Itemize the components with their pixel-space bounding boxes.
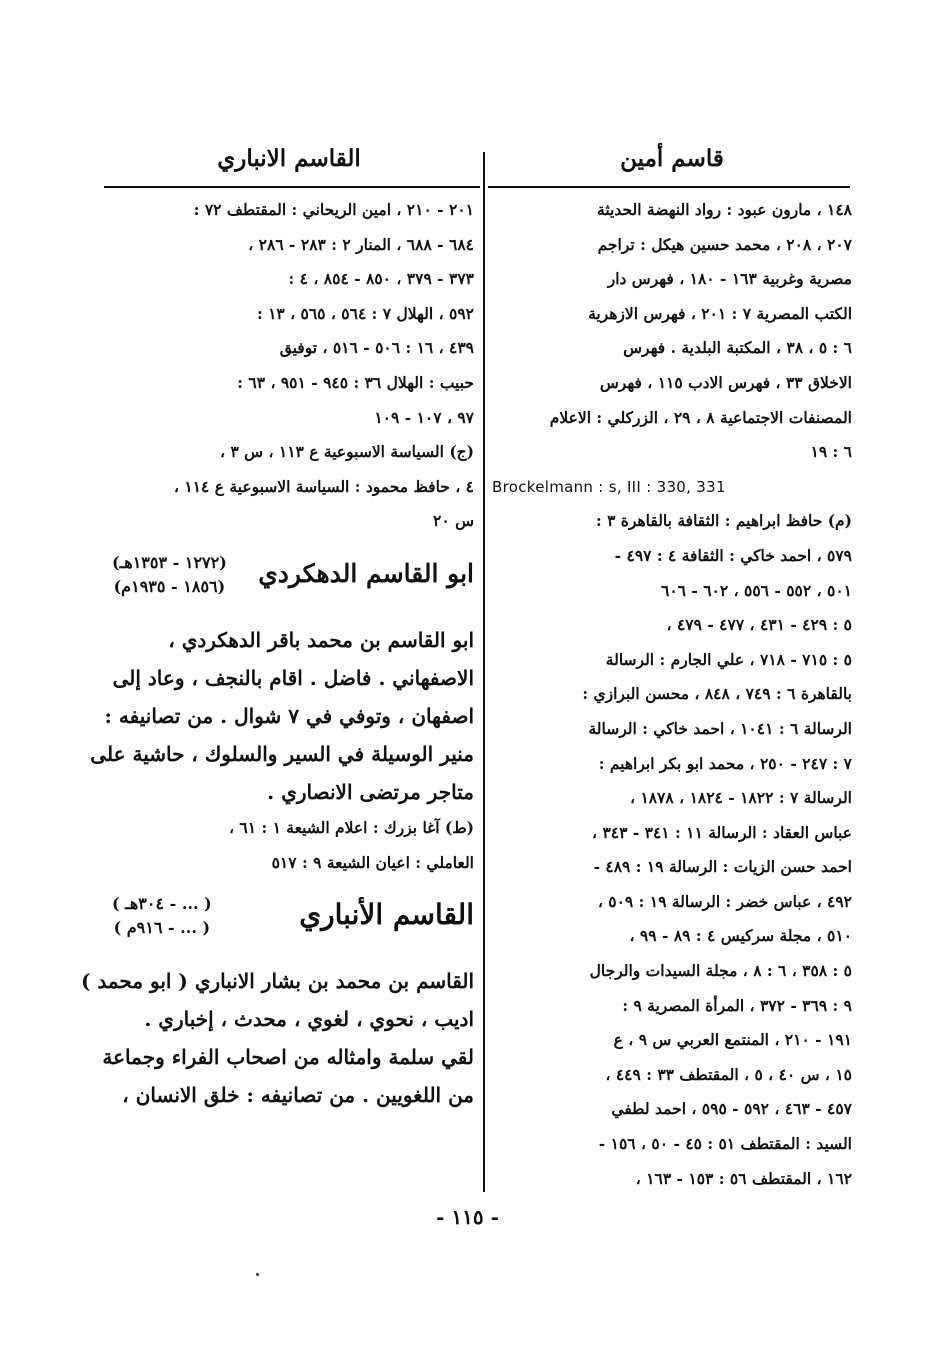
reference-line: الرسالة ٧ : ١٨٢٢ - ١٨٢٤ ، ١٨٧٨ ،	[630, 788, 852, 808]
reference-line: (ج) السياسة الاسبوعية ع ١١٣ ، س ٣ ،	[220, 442, 474, 462]
reference-line: الكتب المصرية ٧ : ٢٠١ ، فهرس الازهرية	[588, 303, 852, 323]
reference-line: ٦ : ١٩	[810, 442, 852, 462]
reference-line: ٢٠١ - ٢١٠ ، امين الريحاني : المقتطف ٧٢ :	[193, 200, 474, 219]
reference-line: ٣٧٣ - ٣٧٩ ، ٨٥٠ - ٨٥٤ ، ٤ :	[288, 269, 474, 289]
reference-line: ٦ : ٥ ، ٣٨ ، المكتبة البلدية . فهرس	[623, 338, 852, 358]
entry-dates	[112, 892, 212, 940]
reference-line: ١٦٢ ، المقتطف ٥٦ : ١٥٣ - ١٦٣ ،	[635, 1168, 852, 1188]
bio-line: لقي سلمة وامثاله من اصحاب الفراء وجماعة	[102, 1045, 474, 1070]
reference-line: ٥٧٩ ، احمد خاكي : الثقافة ٤ : ٤٩٧ -	[614, 545, 852, 565]
right-column	[492, 138, 852, 1188]
reference-line: العاملي : اعيان الشيعة ٩ : ٥١٧	[271, 852, 474, 872]
reference-line: ٢٠٧ ، ٢٠٨ ، محمد حسين هيكل : تراجم	[597, 234, 852, 254]
reference-line: حبيب : الهلال ٣٦ : ٩٤٥ - ٩٥١ ، ٦٣ :	[237, 372, 474, 392]
entry-title-anbari	[104, 892, 474, 962]
reference-line: ١٤٨ ، مارون عبود : رواد النهضة الحديثة	[597, 200, 852, 219]
reference-line: ٥١٠ ، مجلة سركيس ٤ : ٨٩ - ٩٩ ،	[629, 926, 852, 946]
dates-hijri: ( ... - ٣٠٤هـ )	[112, 894, 212, 914]
reference-line: الاخلاق ٣٣ ، فهرس الادب ١١٥ ، فهرس	[599, 372, 852, 392]
page-number: - ١١٥ -	[436, 1205, 499, 1229]
bio-line: متاجر مرتضى الانصاري .	[267, 779, 474, 804]
entry-title-dahkordi	[104, 551, 474, 621]
right-column-header: قاسم أمين	[620, 145, 724, 172]
right-column-body	[492, 193, 852, 1196]
bio-line: اديب ، نحوي ، لغوي ، محدث ، إخباري .	[144, 1007, 474, 1032]
ink-speck	[256, 1273, 259, 1276]
left-column-header: القاسم الانباري	[217, 145, 361, 172]
reference-line: الرسالة ٦ : ١٠٤١ ، احمد خاكي : الرسالة	[588, 718, 852, 738]
reference-line: ٥ : ٤٢٩ - ٤٣١ ، ٤٧٧ - ٤٧٩ ،	[666, 615, 852, 635]
column-divider	[483, 152, 485, 1192]
bio-line: الاصفهاني . فاضل . اقام بالنجف ، وعاد إلى	[112, 665, 474, 690]
entry-name: القاسم الأنباري	[299, 898, 474, 932]
reference-line: بالقاهرة ٦ : ٧٤٩ ، ٨٤٨ ، محسن البرازي :	[582, 684, 852, 704]
reference-line: مصرية وغربية ١٦٣ - ١٨٠ ، فهرس دار	[607, 269, 852, 289]
left-header-rule	[104, 186, 480, 188]
reference-line: احمد حسن الزيات : الرسالة ١٩ : ٤٨٩ -	[593, 857, 852, 877]
entry-dates	[112, 551, 227, 599]
reference-line: ٥ : ٣٥٨ ، ٦ : ٨ ، مجلة السيدات والرجال	[589, 961, 852, 981]
bio-line: من اللغويين . من تصانيفه : خلق الانسان ،	[122, 1083, 474, 1108]
left-column-body	[80, 193, 474, 1114]
bio-line: منير الوسيلة في السير والسلوك ، حاشية على	[90, 741, 474, 766]
brockelmann-reference: Brockelmann : s, III : 330, 331	[492, 477, 726, 496]
left-column	[80, 138, 474, 1108]
reference-line: ٧ : ٢٤٧ - ٢٥٠ ، محمد ابو بكر ابراهيم :	[598, 753, 852, 773]
reference-line: ٦٨٤ - ٦٨٨ ، المنار ٢ : ٢٨٣ - ٢٨٦ ،	[248, 234, 474, 254]
dates-gregorian: (١٨٥٦ - ١٩٣٥م)	[113, 576, 226, 596]
reference-line: (ط) آغا بزرك : اعلام الشيعة ١ : ٦١ ،	[229, 817, 474, 837]
reference-line: (م) حافظ ابراهيم : الثقافة بالقاهرة ٣ :	[595, 511, 852, 531]
reference-line: ٥ : ٧١٥ - ٧١٨ ، علي الجارم : الرسالة	[605, 649, 852, 669]
reference-line: ٤٣٩ ، ١٦ : ٥٠٦ - ٥١٦ ، توفيق	[279, 338, 474, 358]
reference-line: ٥٩٢ ، الهلال ٧ : ٥٦٤ ، ٥٦٥ ، ١٣ :	[256, 303, 474, 323]
reference-line: ١٩١ - ٢١٠ ، المنتمع العربي س ٩ ، ع	[613, 1030, 852, 1050]
reference-line: ٤٩٢ ، عباس خضر : الرسالة ١٩ : ٥٠٩ ،	[597, 891, 852, 911]
dates-hijri: (١٢٧٢ - ١٣٥٣هـ)	[112, 552, 227, 572]
dates-gregorian: ( ... - ٩١٦م )	[113, 918, 211, 938]
reference-line: المصنفات الاجتماعية ٨ ، ٢٩ ، الزركلي : الاعلام	[549, 407, 852, 427]
reference-line: عباس العقاد : الرسالة ١١ : ٣٤١ - ٣٤٣ ،	[592, 822, 852, 842]
right-header-rule	[488, 186, 850, 188]
reference-line: س ٢٠	[433, 511, 474, 531]
reference-line: السيد : المقتطف ٥١ : ٤٥ - ٥٠ ، ١٥٦ -	[598, 1134, 852, 1154]
bio-line: ابو القاسم بن محمد باقر الدهكردي ،	[168, 627, 474, 652]
bio-line: اصفهان ، وتوفي في ٧ شوال . من تصانيفه :	[104, 703, 474, 728]
reference-line: ١٥ ، س ٤٠ ، ٥ ، المقتطف ٣٣ : ٤٤٩ ،	[605, 1064, 852, 1084]
reference-line: ٩٧ ، ١٠٧ - ١٠٩	[374, 407, 474, 427]
reference-line: ٩ : ٣٦٩ - ٣٧٢ ، المرأة المصرية ٩ :	[622, 995, 852, 1015]
reference-line: ٥٠١ ، ٥٥٢ - ٥٥٦ ، ٦٠٢ - ٦٠٦	[661, 580, 852, 600]
bio-line: القاسم بن محمد بن بشار الانباري ( ابو محمد )	[80, 969, 474, 994]
reference-line: ٤٥٧ - ٤٦٣ ، ٥٩٢ - ٥٩٥ ، احمد لطفي	[611, 1099, 852, 1119]
entry-name: ابو القاسم الدهكردي	[258, 558, 474, 588]
reference-line: ٤ ، حافظ محمود : السياسة الاسبوعية ع ١١٤ ،	[173, 476, 474, 496]
